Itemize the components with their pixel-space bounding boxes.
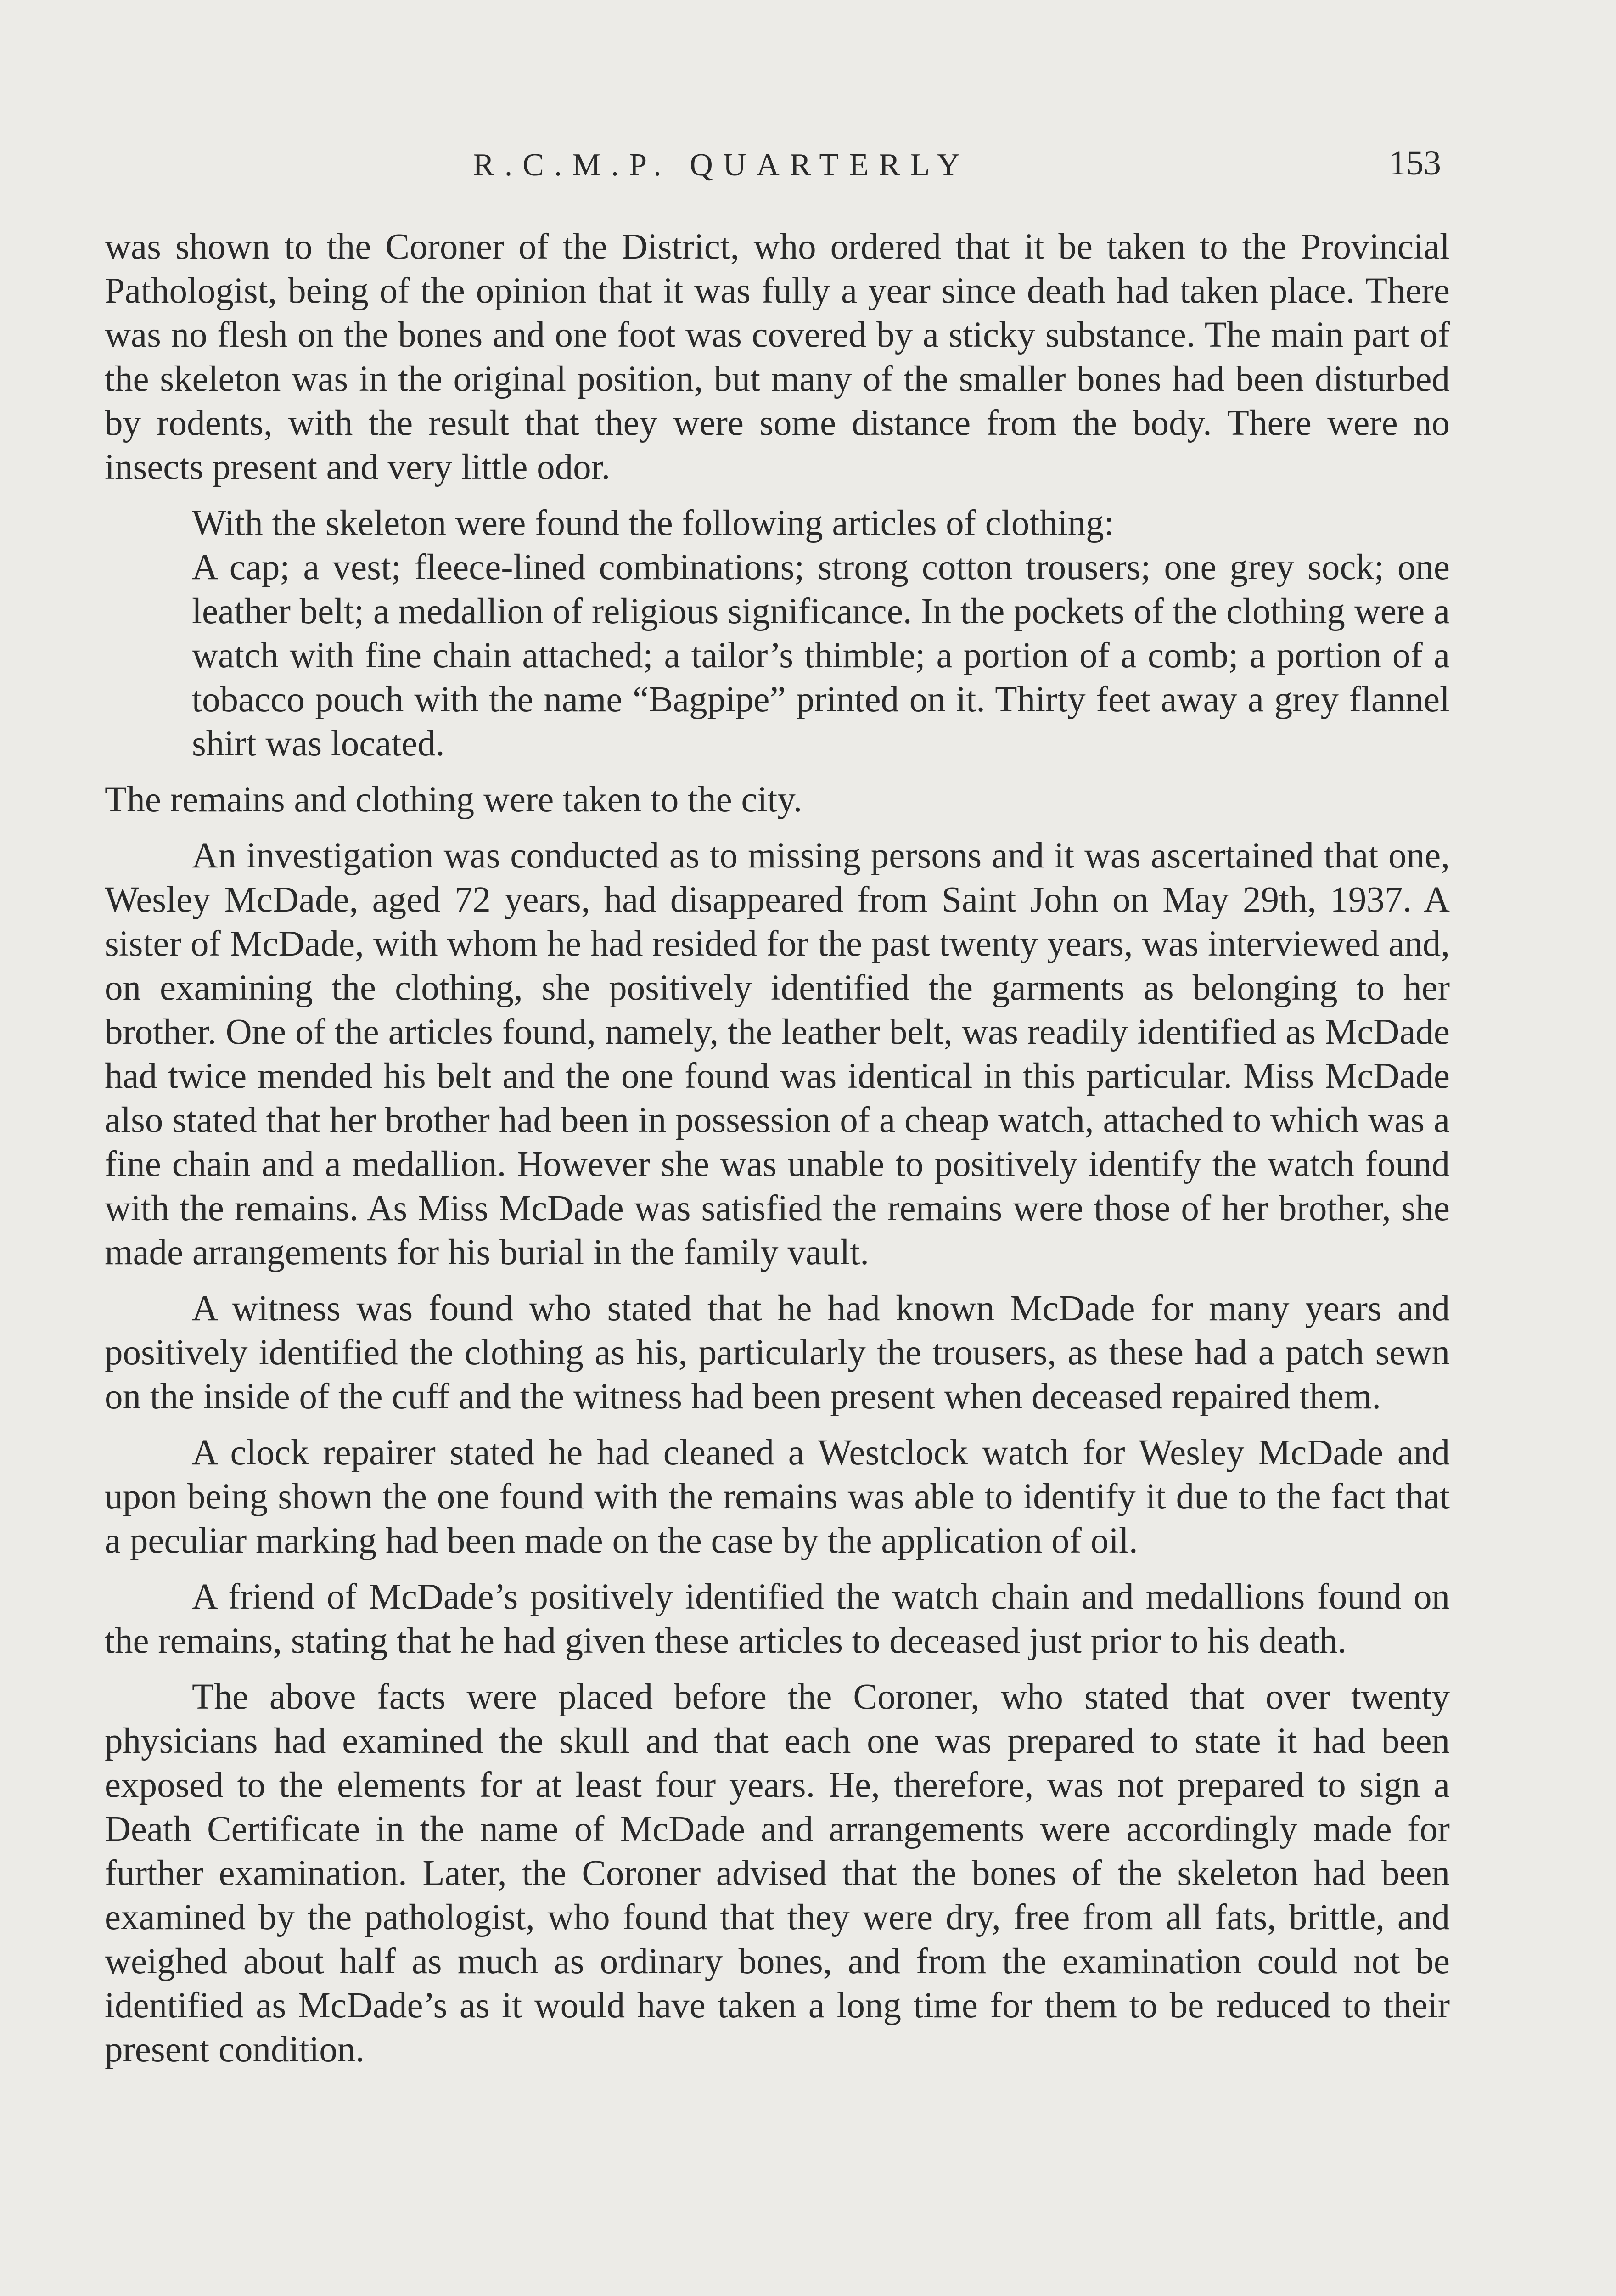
journal-title: R.C.M.P. QUARTERLY: [473, 147, 970, 183]
paragraph-witness: A witness was found who stated that he had known McDade for many years and positively identified the clothing as his, particularly the trousers, as these had a patch sewn on the inside of the cuff and the witness had been present when deceased repaired them.: [105, 1289, 1450, 1417]
paragraph-friend: A friend of McDade’s positively identified the watch chain and medallions found on the remains, stating that he had given these articles to deceased just prior to his death.: [105, 1577, 1450, 1661]
paragraph-clothing-intro: With the skeleton were found the following articles of clothing:: [192, 503, 1114, 543]
paragraph-investigation: An investigation was conducted as to missing persons and it was ascertained that one, Wesley McDade, aged 72 years, had disappeared from Saint John on May 29th, 1937. A sister of McDade, with whom he had resided for the past twenty years, was interviewed and, on examining the clothing, she positively identified the garments as belonging to her brother. One of the articles found, namely, the leather belt, was readily identified as McDade had twice mended his belt and the one found was identical in this particular. Miss McDade also stated that her brother had been in possession of a cheap watch, attached to which was a fine chain and a medallion. However she was unable to positively identify the watch found with the remains. As Miss McDade was satisfied the remains were those of her brother, she made arrangements for his burial in the family vault.: [105, 836, 1450, 1272]
paragraph-coroner: The above facts were placed before the Coroner, who stated that over twenty physicians had examined the skull and that each one was prepared to state it had been exposed to the elements for at least four years. He, therefore, was not prepared to sign a Death Certificate in the name of McDade and arrangements were accordingly made for further examination. Later, the Coroner advised that the bones of the skeleton had been examined by the pathologist, who found that they were dry, free from all fats, brittle, and weighed about half as much as ordinary bones, and from the examination could not be identified as McDade’s as it would have taken a long time for them to be reduced to their present condition.: [105, 1677, 1450, 2070]
paragraph-clock-repairer: A clock repairer stated he had cleaned a Westclock watch for Wesley McDade and upon being shown the one found with the remains was able to identify it due to the fact that a peculiar marking had been made on the case by the application of oil.: [105, 1433, 1450, 1561]
paragraph-remains-taken: The remains and clothing were taken to the city.: [105, 780, 802, 820]
page-number: 153: [1389, 144, 1441, 182]
running-header: [0, 138, 1616, 193]
paragraph-clothing-list: A cap; a vest; fleece-lined combinations; strong cotton trousers; one grey sock; one leather belt; a medallion of religious significance. In the pockets of the clothing were a watch with fine chain attached; a tailor’s thimble; a portion of a comb; a portion of a tobacco pouch with the name “Bagpipe” printed on it. Thirty feet away a grey flannel shirt was located.: [192, 547, 1450, 764]
article-body: [105, 225, 1450, 2072]
paragraph-continuation: was shown to the Coroner of the District, who ordered that it be taken to the Provincial Pathologist, being of the opinion that it was fully a year since death had taken place. There was no flesh on the bones and one foot was covered by a sticky substance. The main part of the skeleton was in the original position, but many of the smaller bones had been disturbed by rodents, with the result that they were some distance from the body. There were no insects present and very little odor.: [105, 227, 1450, 487]
